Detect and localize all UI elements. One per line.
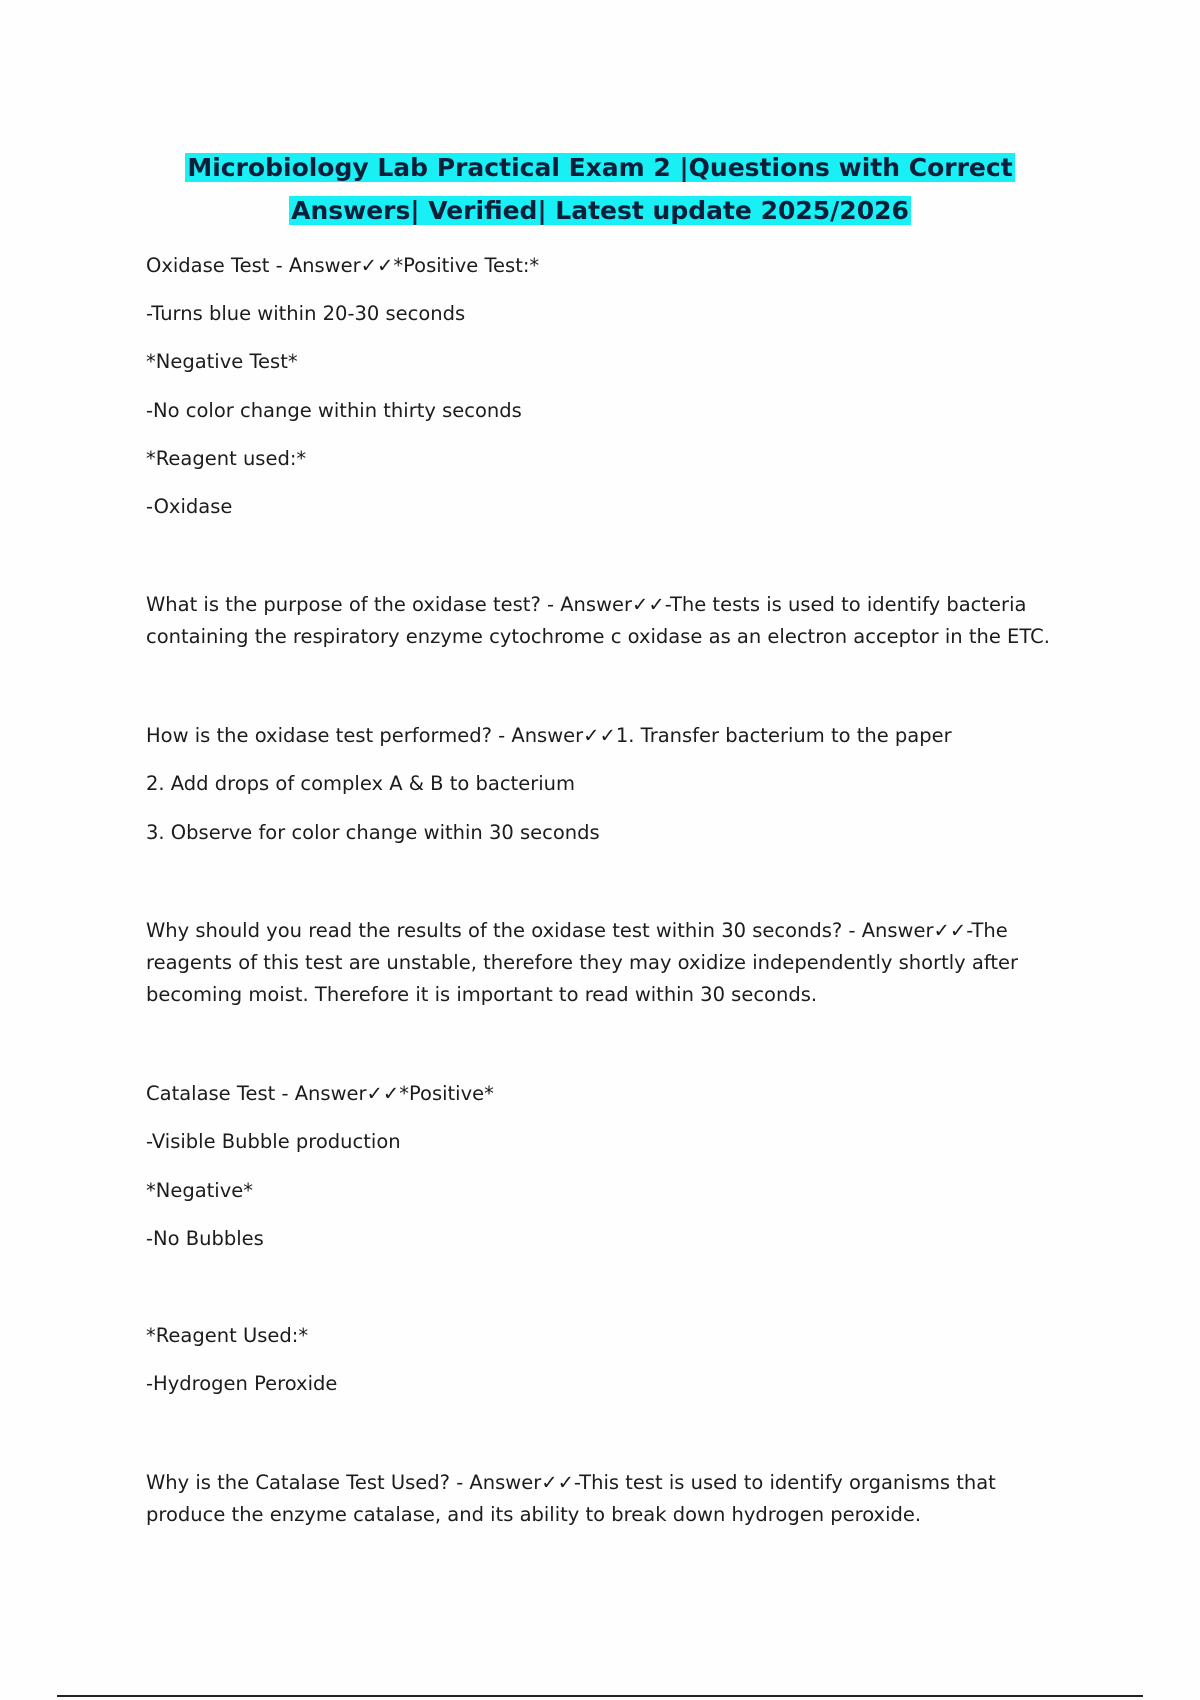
catalase-positive-result: -Visible Bubble production xyxy=(146,1130,401,1153)
oxidase-reagent: -Oxidase xyxy=(146,495,233,518)
oxidase-procedure-step-3: 3. Observe for color change within 30 seconds xyxy=(146,821,600,844)
oxidase-negative-result: -No color change within thirty seconds xyxy=(146,399,522,422)
oxidase-reagent-heading: *Reagent used:* xyxy=(146,447,307,470)
catalase-reagent-heading: *Reagent Used:* xyxy=(146,1324,309,1347)
footer-divider xyxy=(57,1695,1143,1697)
catalase-test-heading: Catalase Test - Answer✓✓*Positive* xyxy=(146,1082,494,1105)
oxidase-timing-qa: Why should you read the results of the oxidase test within 30 seconds? - Answer✓✓-The reagents of this test are unstable, therefore they may oxidize independently shortly after becoming moist. Therefore it is important to read within 30 seconds. xyxy=(146,919,1019,1006)
oxidase-positive-result: -Turns blue within 20-30 seconds xyxy=(146,302,466,325)
oxidase-purpose-qa: What is the purpose of the oxidase test? - Answer✓✓-The tests is used to identify bacteria containing the respiratory enzyme cytochrome c oxidase as an electron acceptor in the ETC. xyxy=(146,593,1050,648)
oxidase-test-heading: Oxidase Test - Answer✓✓*Positive Test:* xyxy=(146,254,540,277)
oxidase-procedure-step-1: How is the oxidase test performed? - Answer✓✓1. Transfer bacterium to the paper xyxy=(146,724,952,747)
catalase-negative-heading: *Negative* xyxy=(146,1179,254,1202)
oxidase-negative-heading: *Negative Test* xyxy=(146,350,298,373)
document-title xyxy=(0,146,1200,232)
oxidase-procedure-step-2: 2. Add drops of complex A & B to bacterium xyxy=(146,772,575,795)
catalase-negative-result: -No Bubbles xyxy=(146,1227,264,1250)
title-line-1: Microbiology Lab Practical Exam 2 |Questions with Correct xyxy=(187,153,1013,182)
catalase-purpose-qa: Why is the Catalase Test Used? - Answer✓✓-This test is used to identify organisms that produce the enzyme catalase, and its ability to break down hydrogen peroxide. xyxy=(146,1471,996,1526)
title-line-2: Answers| Verified| Latest update 2025/2026 xyxy=(291,196,909,225)
catalase-reagent: -Hydrogen Peroxide xyxy=(146,1372,338,1395)
